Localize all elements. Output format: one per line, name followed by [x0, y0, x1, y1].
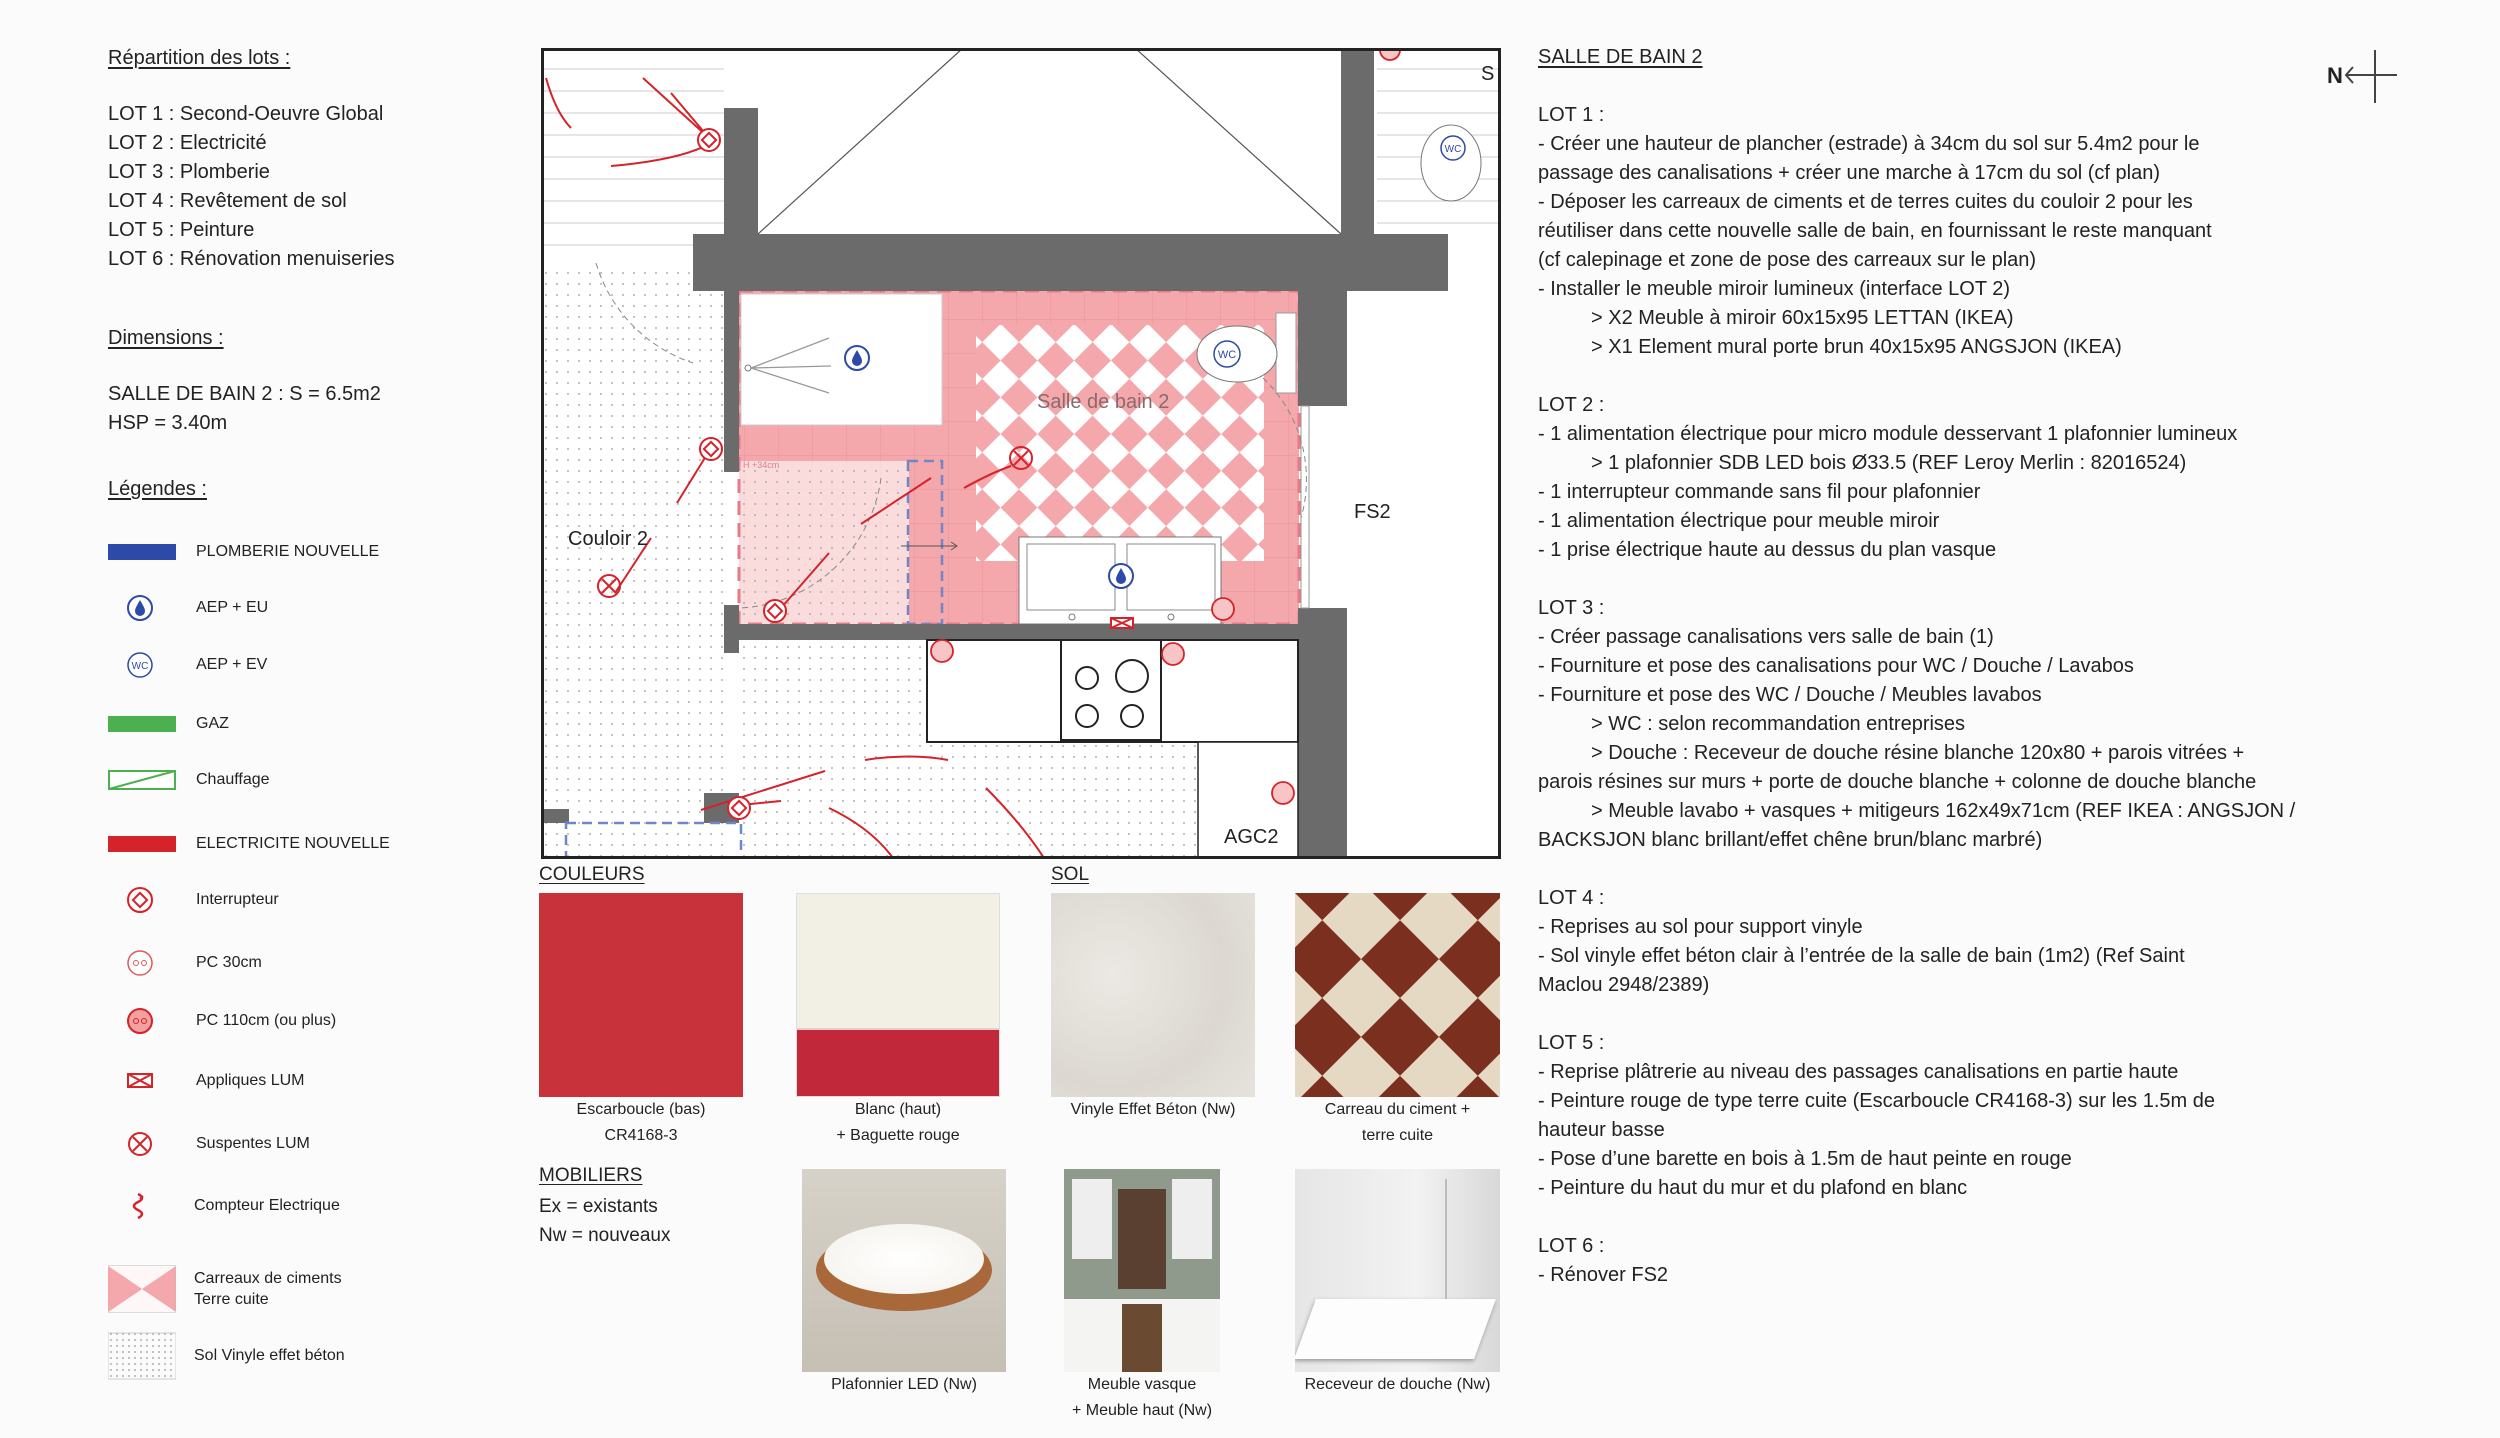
swatch-escarboucle — [539, 893, 743, 1097]
north-letter: N — [2327, 63, 2343, 88]
lot-line: Maclou 2948/2389) — [1538, 974, 1710, 996]
dimensions-title: Dimensions : — [108, 327, 224, 349]
description-panel — [1538, 43, 2468, 1290]
room-label-salle-de-bain: Salle de bain 2 — [1037, 391, 1170, 413]
swatch-caption — [796, 1097, 1000, 1149]
couleurs-label: COULEURS — [539, 864, 645, 885]
legend-label: GAZ — [196, 715, 229, 732]
legend-label — [194, 1268, 342, 1310]
legend-label: AEP + EU — [196, 599, 269, 616]
caption-line: Carreau du ciment + — [1324, 1101, 1471, 1118]
swatch-carreau-ciment — [1295, 893, 1500, 1097]
lot-line: - 1 prise électrique haute au dessus du plan vasque — [1538, 539, 1997, 561]
lot-line: hauteur basse — [1538, 1119, 1665, 1141]
legend-item-chauffage — [108, 760, 488, 800]
parquet-floor — [541, 48, 724, 263]
legend-label: Compteur Electrique — [194, 1197, 340, 1214]
legend-item-interrupteur — [108, 880, 488, 920]
cement-tile-icon — [108, 1264, 176, 1314]
height-note: H +34cm — [743, 460, 780, 470]
legend-label: ELECTRICITE NOUVELLE — [196, 835, 390, 852]
wall-light-symbol — [1111, 618, 1133, 628]
lot-section — [1538, 391, 2468, 594]
cooktop — [1061, 640, 1161, 740]
svg-text:WC: WC — [131, 661, 149, 672]
ceiling-light-icon — [108, 1124, 176, 1164]
caption-line: Escarboucle (bas) — [576, 1101, 706, 1118]
mobiliers-key — [539, 1192, 671, 1250]
repartition-title: Répartition des lots : — [108, 47, 291, 69]
shower — [741, 294, 942, 425]
legend-label-line: Terre cuite — [194, 1291, 269, 1308]
lot-line: - Créer passage canalisations vers salle de bain (1) — [1538, 626, 1994, 648]
lot-line: - Pose d’une barette en bois à 1.5m de haut peinte en rouge — [1538, 1148, 2072, 1170]
lot-line: réutiliser dans cette nouvelle salle de bain, en fournissant le reste manquant — [1538, 220, 2212, 242]
outlet-30-icon — [108, 943, 176, 983]
lot-line: (cf calepinage et zone de pose des carreaux sur le plan) — [1538, 249, 2037, 271]
legend-title: Légendes : — [108, 478, 207, 500]
furniture-caption — [802, 1372, 1006, 1398]
legend-label: Suspentes LUM — [196, 1135, 310, 1152]
legend-item-vinyle — [108, 1331, 488, 1381]
lot-section — [1538, 1232, 2468, 1290]
legend-item-pc30 — [108, 943, 488, 983]
lot-line: - Peinture rouge de type terre cuite (Escarboucle CR4168-3) sur les 1.5m de — [1538, 1090, 2216, 1112]
mobiliers-label: MOBILIERS — [539, 1165, 643, 1186]
room-label-couloir: Couloir 2 — [568, 528, 649, 550]
legend-item-gaz — [108, 704, 488, 744]
section-title: SALLE DE BAIN 2 — [1538, 46, 1703, 68]
photo-receveur-douche — [1295, 1169, 1500, 1372]
caption-line: + Meuble haut (Nw) — [1071, 1402, 1213, 1419]
outlet-110-icon — [108, 1001, 176, 1041]
legend-label: AEP + EV — [196, 656, 268, 673]
north-arrow-icon — [2325, 45, 2405, 105]
legend-item-plomberie — [108, 532, 488, 572]
heating-icon — [108, 760, 176, 800]
wall-light-icon — [108, 1061, 176, 1101]
legend-item-electricite — [108, 824, 488, 864]
legend-item-aep-ev — [108, 645, 488, 685]
mobiliers-line: Nw = nouveaux — [539, 1225, 671, 1246]
legend-item-pc110 — [108, 1001, 488, 1041]
caption-line: terre cuite — [1361, 1127, 1434, 1144]
swatch-caption — [1051, 1097, 1255, 1123]
lot-item: LOT 4 : Revêtement de sol — [108, 190, 347, 212]
lot-section — [1538, 884, 2468, 1029]
caption-line: Receveur de douche (Nw) — [1304, 1376, 1491, 1393]
lot-line: - 1 alimentation électrique pour micro module desservant 1 plafonnier lumineux — [1538, 423, 2238, 445]
lot-sub-item: > X2 Meuble à miroir 60x15x95 LETTAN (IKEA) — [1591, 307, 2014, 329]
lot-sub-item: > WC : selon recommandation entreprises — [1591, 713, 1966, 735]
caption-line: Plafonnier LED (Nw) — [831, 1376, 977, 1393]
switch-icon — [108, 880, 176, 920]
lot-title: LOT 1 : — [1538, 104, 1605, 126]
mobiliers-line: Ex = existants — [539, 1196, 658, 1217]
lot-item: LOT 3 : Plomberie — [108, 161, 270, 183]
legend-item-compteur — [108, 1186, 488, 1226]
lot-line: - Créer une hauteur de plancher (estrade) à 34cm du sol sur 5.4m2 pour le — [1538, 133, 2200, 155]
lot-line: BACKSJON blanc brillant/effet chêne brun/blanc marbré) — [1538, 829, 2043, 851]
swatch-vinyle-beton — [1051, 893, 1255, 1097]
lot-title: LOT 2 : — [1538, 394, 1605, 416]
blue-bar-icon — [108, 532, 176, 572]
lot-line: - Reprises au sol pour support vinyle — [1538, 916, 1863, 938]
photo-meuble-vasque — [1064, 1169, 1220, 1372]
lot-section — [1538, 1029, 2468, 1232]
dimensions-list — [108, 380, 381, 438]
sol-label: SOL — [1051, 864, 1090, 885]
caption-line: Vinyle Effet Béton (Nw) — [1070, 1101, 1236, 1118]
wc-label: WC — [1217, 349, 1237, 361]
furniture-caption — [1040, 1372, 1244, 1424]
lot-sub-item: > Douche : Receveur de douche résine blanche 120x80 + parois vitrées + — [1591, 742, 2245, 764]
green-bar-icon — [108, 704, 176, 744]
lot-section — [1538, 101, 2468, 391]
label-agc2: AGC2 — [1224, 826, 1279, 848]
lot-sub-item: > 1 plafonnier SDB LED bois Ø33.5 (REF Leroy Merlin : 82016524) — [1591, 452, 2187, 474]
lot-item: LOT 1 : Second-Oeuvre Global — [108, 103, 384, 125]
lot-item: LOT 2 : Electricité — [108, 132, 267, 154]
lot-item: LOT 6 : Rénovation menuiseries — [108, 248, 395, 270]
lot-sub-item: > X1 Element mural porte brun 40x15x95 ANGSJON (IKEA) — [1591, 336, 2122, 358]
lot-line: - Reprise plâtrerie au niveau des passages canalisations en partie haute — [1538, 1061, 2179, 1083]
room-label-s: S — [1481, 63, 1495, 85]
lot-section — [1538, 594, 2468, 884]
lot-line: - Fourniture et pose des WC / Douche / Meubles lavabos — [1538, 684, 2042, 706]
legend-label: PLOMBERIE NOUVELLE — [196, 543, 380, 560]
red-bar-icon — [108, 824, 176, 864]
dimension-line: SALLE DE BAIN 2 : S = 6.5m2 — [108, 383, 381, 405]
swatch-caption — [539, 1097, 743, 1149]
legend-label: Chauffage — [196, 771, 270, 788]
furniture-caption — [1295, 1372, 1500, 1398]
caption-line: Meuble vasque — [1087, 1376, 1197, 1393]
dimension-line: HSP = 3.40m — [108, 412, 228, 434]
lot-line: parois résines sur murs + porte de douche blanche + colonne de douche blanche — [1538, 771, 2257, 793]
lot-line: - 1 interrupteur commande sans fil pour plafonnier — [1538, 481, 1981, 503]
legend-item-aep-eu — [108, 588, 488, 628]
lot-line: - Sol vinyle effet béton clair à l’entrée de la salle de bain (1m2) (Ref Saint — [1538, 945, 2185, 967]
lot-line: - Fourniture et pose des canalisations pour WC / Douche / Lavabos — [1538, 655, 2134, 677]
vinyl-floor-icon — [108, 1331, 176, 1381]
lot-title: LOT 4 : — [1538, 887, 1605, 909]
lot-line: - Installer le meuble miroir lumineux (interface LOT 2) — [1538, 278, 2011, 300]
lot-line: - Rénover FS2 — [1538, 1264, 1669, 1286]
lot-line: - 1 alimentation électrique pour meuble miroir — [1538, 510, 1940, 532]
wc-label: WC — [1444, 144, 1462, 155]
lot-line: passage des canalisations + créer une marche à 17cm du sol (cf plan) — [1538, 162, 2161, 184]
meter-icon — [108, 1186, 176, 1226]
legend-label-line: Carreaux de ciments — [194, 1270, 342, 1287]
legend-label: Appliques LUM — [196, 1072, 305, 1089]
window-fs2 — [1301, 406, 1309, 608]
legend-label: PC 110cm (ou plus) — [196, 1012, 337, 1029]
caption-line: CR4168-3 — [604, 1127, 678, 1144]
lots-list — [108, 100, 394, 274]
legend-item-appliques — [108, 1061, 488, 1101]
caption-line: Blanc (haut) — [854, 1101, 942, 1118]
lot-item: LOT 5 : Peinture — [108, 219, 255, 241]
legend-label: Interrupteur — [196, 891, 279, 908]
lot-line: - Déposer les carreaux de ciments et de terres cuites du couloir 2 pour les — [1538, 191, 2193, 213]
legend-label: PC 30cm — [196, 954, 262, 971]
vinyl-floor-corridor — [541, 263, 724, 859]
lot-title: LOT 6 : — [1538, 1235, 1605, 1257]
lot-title: LOT 3 : — [1538, 597, 1605, 619]
lot-line: - Peinture du haut du mur et du plafond en blanc — [1538, 1177, 1968, 1199]
swatch-caption — [1295, 1097, 1500, 1149]
caption-line: + Baguette rouge — [836, 1127, 960, 1144]
lot-title: LOT 5 : — [1538, 1032, 1605, 1054]
lot-sub-item: > Meuble lavabo + vasques + mitigeurs 162x49x71cm (REF IKEA : ANGSJON / — [1591, 800, 2296, 822]
lot-sections — [1538, 101, 2468, 1290]
wc-icon — [108, 645, 176, 685]
photo-plafonnier-led — [802, 1169, 1006, 1372]
window-label-fs2: FS2 — [1354, 501, 1391, 523]
legend-item-carreaux — [108, 1264, 488, 1314]
floor-plan — [541, 48, 1501, 859]
legend-item-suspentes — [108, 1124, 488, 1164]
legend-label: Sol Vinyle effet béton — [194, 1347, 345, 1364]
water-drop-icon — [108, 588, 176, 628]
swatch-blanc-baguette — [796, 893, 1000, 1097]
